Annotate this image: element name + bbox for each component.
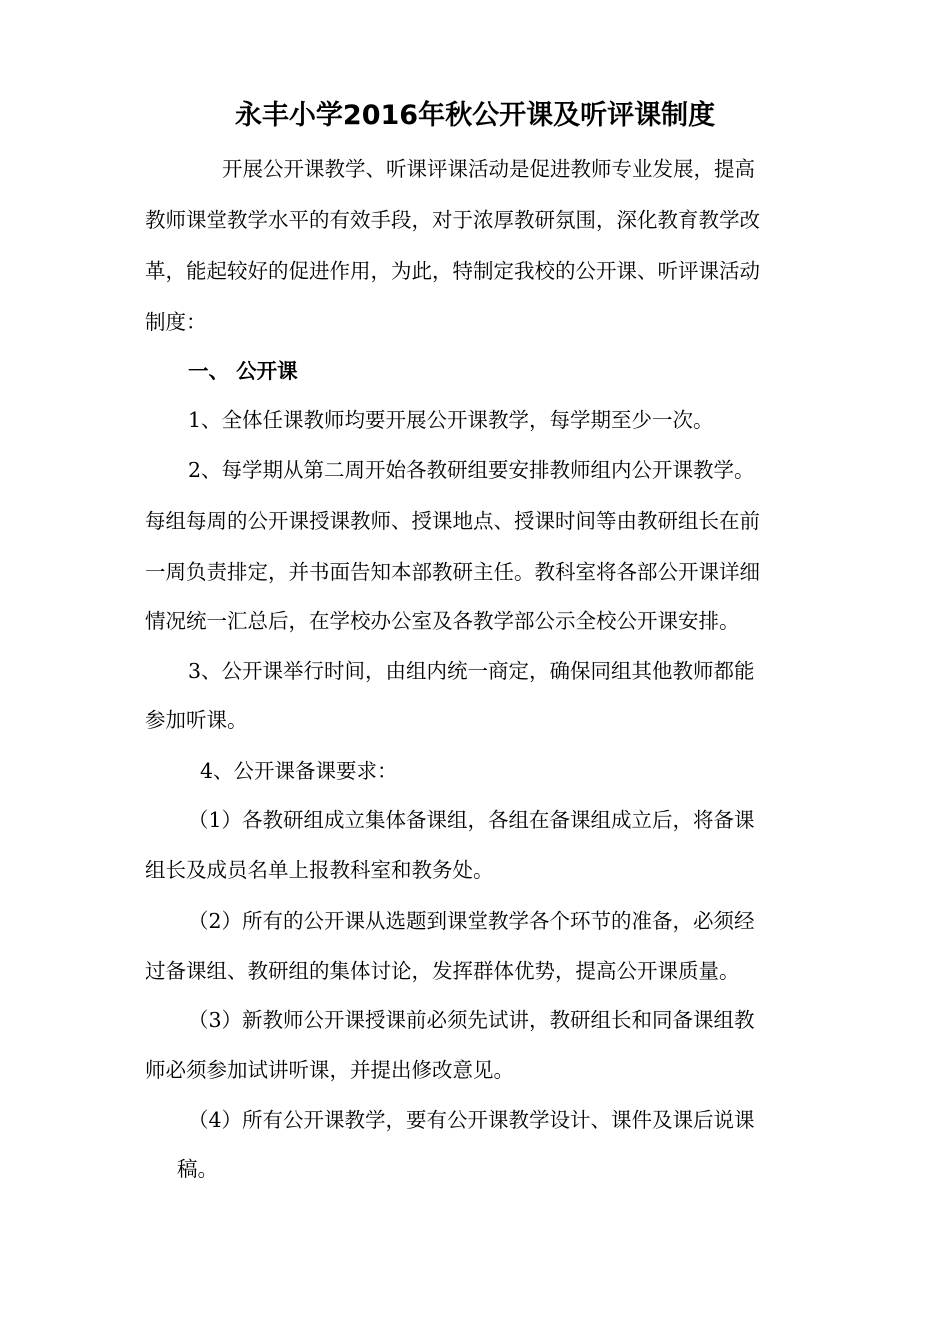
item-2-line-3: 一周负责排定，并书面告知本部教研主任。教科室将各部公开课详细 [145, 560, 760, 584]
item-2-line-2: 每组每周的公开课授课教师、授课地点、授课时间等由教研组长在前 [145, 509, 760, 533]
section-heading-public-class: 一、 公开课 [188, 359, 298, 383]
sub-item-4-line-1: （4）所有公开课教学，要有公开课教学设计、课件及课后说课 [188, 1108, 755, 1132]
sub-item-2-line-2: 过备课组、教研组的集体讨论，发挥群体优势，提高公开课质量。 [145, 959, 740, 983]
sub-item-1-line-1: （1）各教研组成立集体备课组，各组在备课组成立后，将备课 [188, 808, 755, 832]
item-4-line-1: 4、公开课备课要求： [200, 759, 398, 783]
sub-item-2-line-1: （2）所有的公开课从选题到课堂教学各个环节的准备，必须经 [188, 909, 755, 933]
intro-line-1: 开展公开课教学、听课评课活动是促进教师专业发展，提高 [222, 157, 755, 181]
sub-item-3-line-1: （3）新教师公开课授课前必须先试讲，教研组长和同备课组教 [188, 1008, 755, 1032]
item-3-line-1: 3、公开课举行时间，由组内统一商定，确保同组其他教师都能 [188, 659, 755, 683]
sub-item-3-line-2: 师必须参加试讲听课，并提出修改意见。 [145, 1058, 514, 1082]
intro-line-2: 教师课堂教学水平的有效手段，对于浓厚教研氛围，深化教育教学改 [145, 208, 760, 232]
intro-line-3: 革，能起较好的促进作用，为此，特制定我校的公开课、听评课活动 [145, 259, 760, 283]
document-title: 永丰小学2016年秋公开课及听评课制度 [234, 100, 716, 131]
intro-line-4: 制度： [145, 310, 207, 334]
item-2-line-4: 情况统一汇总后，在学校办公室及各教学部公示全校公开课安排。 [145, 609, 740, 633]
item-1-line-1: 1、全体任课教师均要开展公开课教学，每学期至少一次。 [188, 408, 714, 432]
sub-item-1-line-2: 组长及成员名单上报教科室和教务处。 [145, 858, 494, 882]
item-2-line-1: 2、每学期从第二周开始各教研组要安排教师组内公开课教学。 [188, 458, 755, 482]
item-3-line-2: 参加听课。 [145, 708, 248, 732]
sub-item-4-line-2: 稿。 [177, 1157, 218, 1181]
